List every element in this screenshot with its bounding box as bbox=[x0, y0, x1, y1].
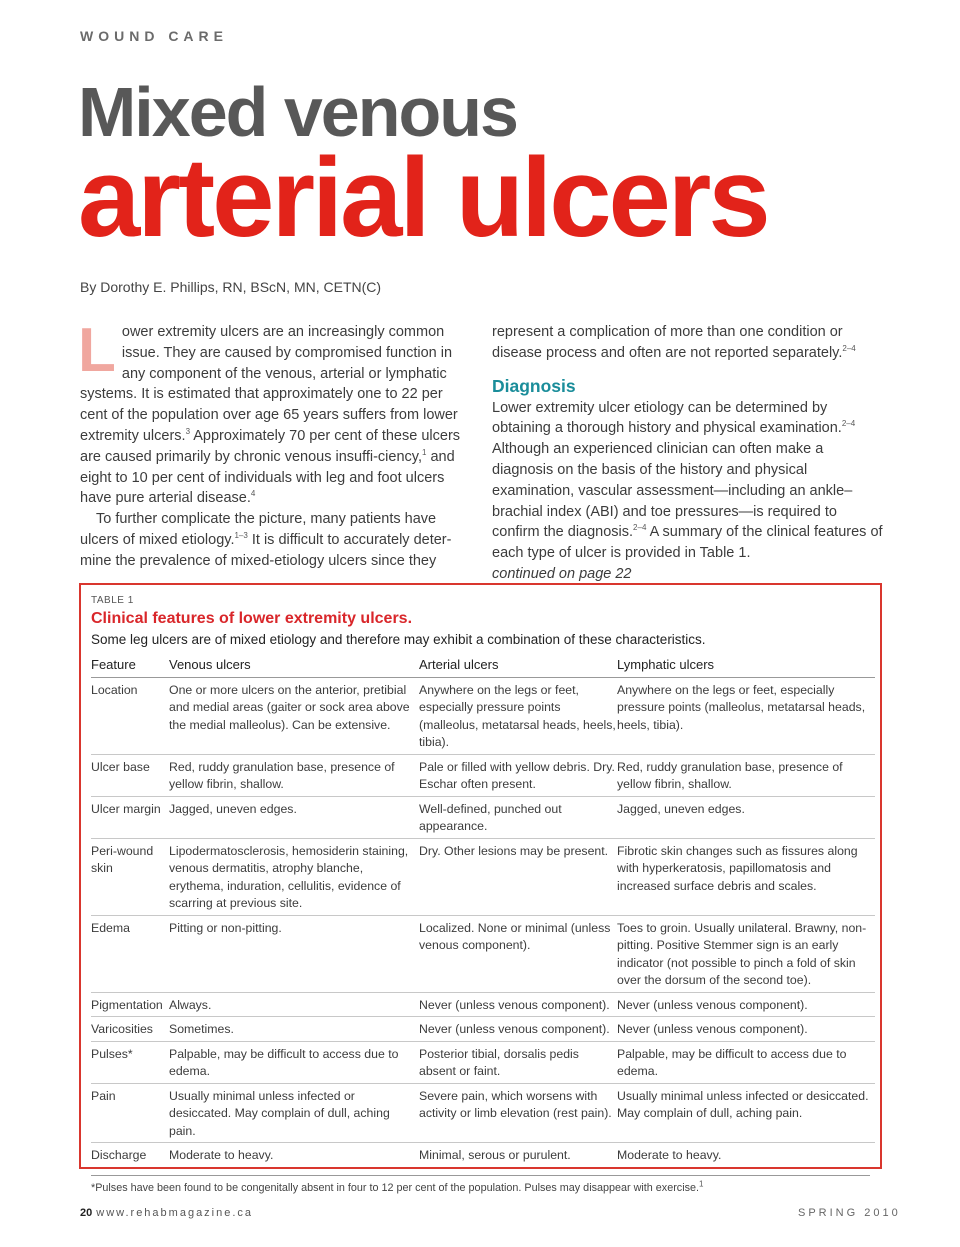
table-cell: Anywhere on the legs or feet, especially pressure points (malleolus, metatarsal heads, heels, tibia). bbox=[419, 677, 617, 754]
table-cell: Pitting or non-pitting. bbox=[169, 915, 419, 992]
table-subtitle: Some leg ulcers are of mixed etiology and therefore may exhibit a combination of these characteristics. bbox=[91, 632, 706, 647]
table-cell: Jagged, uneven edges. bbox=[169, 796, 419, 838]
table-cell: Never (unless venous component). bbox=[419, 992, 617, 1017]
table-cell: Never (unless venous component). bbox=[617, 992, 875, 1017]
table-cell: Usually minimal unless infected or desiccated. May complain of dull, aching pain. bbox=[617, 1083, 875, 1143]
dropcap: L bbox=[78, 316, 116, 385]
paragraph-continuation: represent a complication of more than one condition or disease process and often are not reported separately.$^{2-4}$ bbox=[492, 324, 856, 361]
table-cell: Minimal, serous or purulent. bbox=[419, 1148, 571, 1162]
table-row bbox=[91, 677, 875, 754]
reference-mark: 1 bbox=[699, 1178, 704, 1188]
reference-mark: 1–3 bbox=[234, 531, 248, 541]
feature-cell: Discharge bbox=[91, 1148, 147, 1162]
table-footnote: *Pulses have been found to be congenitally absent in four to 12 per cent of the population. Pulses may disappear with exercise.$^1$ bbox=[91, 1175, 870, 1194]
table-label: TABLE 1 bbox=[91, 595, 134, 606]
article-column-left bbox=[78, 316, 468, 572]
table-title: Clinical features of lower extremity ulcers. bbox=[91, 610, 413, 627]
table-cell: Palpable, may be difficult to access due to edema. bbox=[617, 1041, 875, 1083]
feature-cell: Peri-wound skin bbox=[91, 838, 169, 915]
page-footer-left bbox=[80, 1207, 253, 1219]
diagnosis-heading: Diagnosis bbox=[492, 375, 576, 396]
table-cell: Lipodermatosclerosis, hemosiderin staining, venous dermatitis, atrophy blanche, erythema, induration, cellulitis, evidence of scarring at previous site. bbox=[169, 838, 419, 915]
feature-cell: Edema bbox=[91, 915, 169, 992]
page-number: 20 bbox=[80, 1207, 93, 1219]
table-cell: Posterior tibial, dorsalis pedis absent or faint. bbox=[419, 1041, 617, 1083]
reference-mark: 2–4 bbox=[841, 419, 856, 429]
table-row bbox=[91, 1083, 875, 1143]
paragraph-intro: Lower extremity ulcers are an increasingly common issue. They are caused by compromised function in any component of the venous, arterial or lymphatic systems. It is estimated that approximately one to 22 per cent of the population over age 65 years suffers from lower extremity ulcers.$^3$ Approximately 70 per cent of these ulcers are caused primarily by chronic venous insuffi-ciency,$^1$ and eight to 10 per cent of individuals with leg and foot ulcers have pure arterial disease.$^4$ bbox=[78, 316, 461, 507]
issue-label: SPRING 2010 bbox=[798, 1207, 901, 1219]
clinical-features-table bbox=[91, 652, 875, 1167]
article-title-line1: Mixed venous bbox=[78, 73, 517, 151]
article-column-right bbox=[492, 322, 884, 585]
byline: By Dorothy E. Phillips, RN, BScN, MN, CETN(C) bbox=[80, 279, 382, 295]
column-header: Arterial ulcers bbox=[419, 652, 617, 677]
section-label: WOUND CARE bbox=[80, 28, 228, 44]
table-cell: Moderate to heavy. bbox=[617, 1148, 722, 1162]
table-cell: Anywhere on the legs or feet, especially pressure points (malleolus, metatarsal heads, heels, tibia). bbox=[617, 677, 875, 754]
feature-cell: Varicosities bbox=[91, 1017, 169, 1042]
table-row bbox=[91, 1143, 875, 1167]
reference-mark: 2–4 bbox=[633, 523, 647, 533]
table-cell: Always. bbox=[169, 992, 419, 1017]
table-row bbox=[91, 992, 875, 1017]
table-cell: Moderate to heavy. bbox=[169, 1148, 274, 1162]
reference-mark: 3 bbox=[185, 427, 191, 437]
table-cell: Well-defined, punched out appearance. bbox=[419, 796, 617, 838]
continued-link[interactable]: continued on page 22 bbox=[492, 565, 632, 582]
table-cell: Localized. None or minimal (unless venous component). bbox=[419, 915, 617, 992]
table-cell: Dry. Other lesions may be present. bbox=[419, 838, 617, 915]
table-cell: One or more ulcers on the anterior, pretibial and medial areas (gaiter or sock area above the medial malleolus). Can be extensive. bbox=[169, 677, 419, 754]
table-cell: Toes to groin. Usually unilateral. Brawny, non-pitting. Positive Stemmer sign is an early indicator (not possible to pinch a fold of skin over the dorsum of the second toe). bbox=[617, 915, 875, 992]
reference-mark: 2–4 bbox=[842, 343, 856, 353]
feature-cell: Ulcer base bbox=[91, 754, 169, 796]
table-cell: Severe pain, which worsens with activity or limb elevation (rest pain). bbox=[419, 1083, 617, 1143]
table-row bbox=[91, 915, 875, 992]
paragraph-complicate: To further complicate the picture, many patients have ulcers of mixed etiology.$^{1-3}$ It is difficult to accurately deter-mine the prevalence of mixed-etiology ulcers since they bbox=[80, 511, 452, 569]
table-cell: Palpable, may be difficult to access due to edema. bbox=[169, 1041, 419, 1083]
feature-cell: Pain bbox=[91, 1083, 169, 1143]
article-title-line2: arterial ulcers bbox=[78, 135, 768, 260]
table-cell: Fibrotic skin changes such as fissures along with hyperkeratosis, papillomatosis and increased surface debris and scales. bbox=[617, 838, 875, 915]
table-header-row bbox=[91, 652, 875, 677]
feature-cell: Pulses* bbox=[91, 1041, 169, 1083]
table-cell: Never (unless venous component). bbox=[617, 1017, 875, 1042]
feature-cell: Ulcer margin bbox=[91, 796, 169, 838]
table-row bbox=[91, 1041, 875, 1083]
table-row bbox=[91, 838, 875, 915]
table-row bbox=[91, 1017, 875, 1042]
column-header: Venous ulcers bbox=[169, 652, 419, 677]
table-cell: Red, ruddy granulation base, presence of yellow fibrin, shallow. bbox=[617, 754, 875, 796]
table-row bbox=[91, 796, 875, 838]
table-cell: Red, ruddy granulation base, presence of yellow fibrin, shallow. bbox=[169, 754, 419, 796]
table-cell: Sometimes. bbox=[169, 1017, 419, 1042]
table-1-box bbox=[79, 583, 882, 1194]
website-link[interactable]: www.rehabmagazine.ca bbox=[96, 1207, 254, 1219]
table-cell: Never (unless venous component). bbox=[419, 1017, 617, 1042]
paragraph-diagnosis: Lower extremity ulcer etiology can be determined by obtaining a thorough history and physical examination.$^{2-4}$ Although an experienced clinician can often make a diagnosis on the basis of the history and physical examination, vascular assessment—including an ankle–brachial index (ABI) and toe pressures—is required to confirm the diagnosis.$^{2-4}$ A summary of the clinical features of each type of ulcer is provided in Table 1. bbox=[492, 399, 883, 562]
column-header: Lymphatic ulcers bbox=[617, 652, 875, 677]
table-cell: Pale or filled with yellow debris. Dry. Eschar often present. bbox=[419, 754, 617, 796]
reference-mark: 1 bbox=[421, 447, 427, 457]
column-header: Feature bbox=[91, 652, 169, 677]
reference-mark: 4 bbox=[250, 489, 256, 499]
table-cell: Usually minimal unless infected or desiccated. May complain of dull, aching pain. bbox=[169, 1083, 419, 1143]
feature-cell: Location bbox=[91, 677, 169, 754]
table-row bbox=[91, 754, 875, 796]
table-cell: Jagged, uneven edges. bbox=[617, 796, 875, 838]
feature-cell: Pigmentation bbox=[91, 992, 169, 1017]
